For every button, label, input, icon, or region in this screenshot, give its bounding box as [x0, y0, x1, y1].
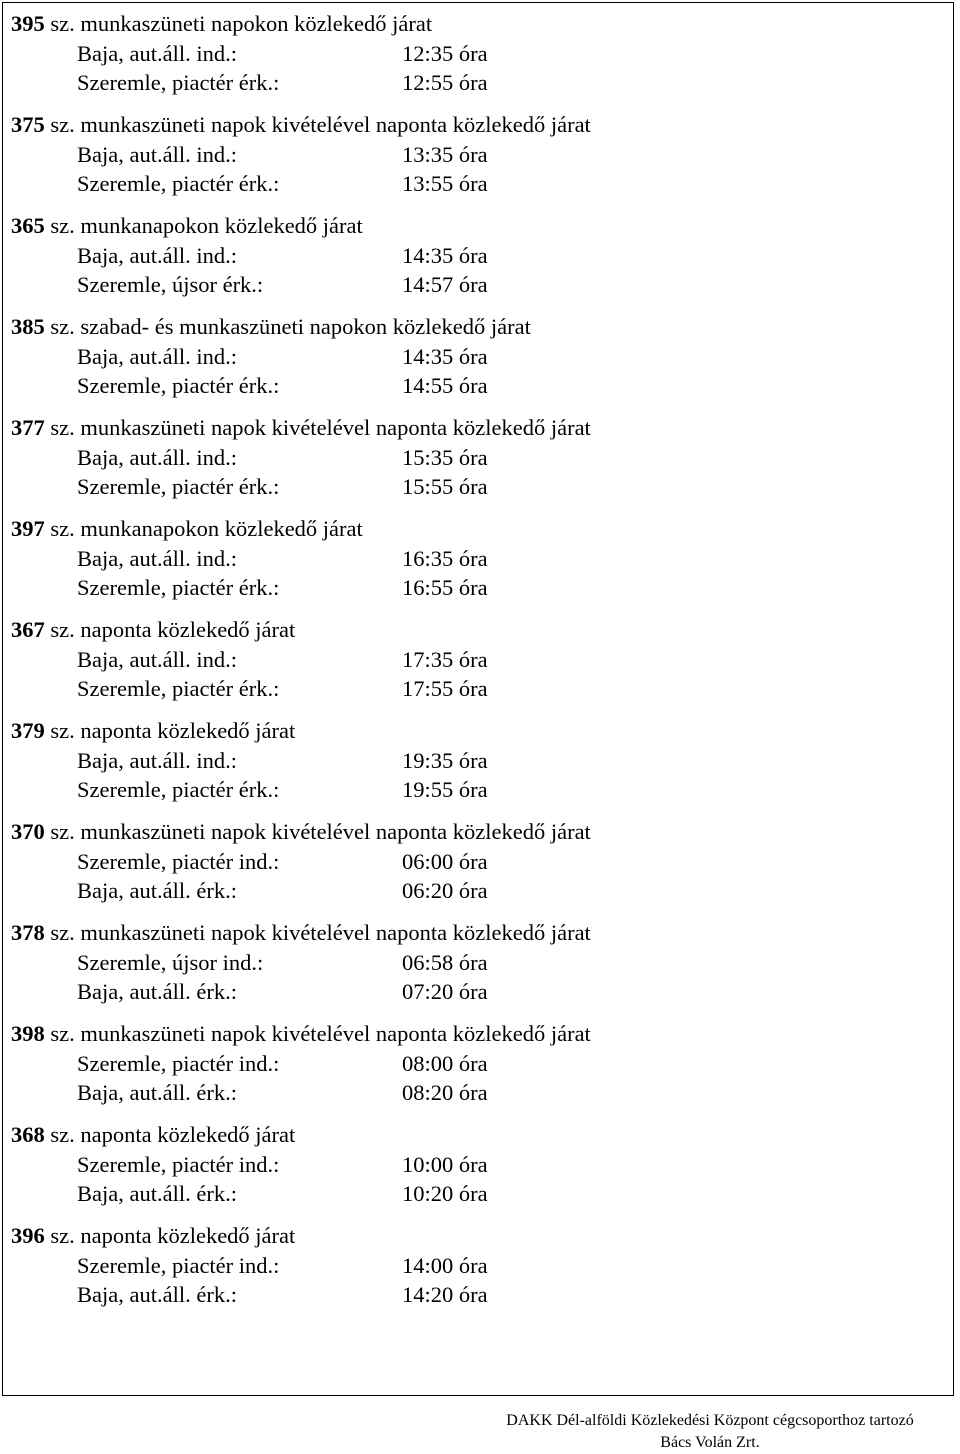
- stop-time: 15:35 óra: [402, 444, 488, 470]
- stop-time: 19:55 óra: [402, 777, 488, 802]
- stop-time: 19:35 óra: [402, 747, 488, 773]
- stop-name: Baja, aut.áll. ind.:: [77, 40, 237, 66]
- route-block: [11, 1120, 951, 1209]
- route-header: [11, 9, 951, 39]
- route-number: 379: [11, 718, 45, 743]
- footer: [470, 1410, 950, 1454]
- route-number: 396: [11, 1223, 45, 1248]
- stop-time: 17:55 óra: [402, 676, 488, 701]
- route-block: [11, 918, 951, 1007]
- stop-name: Szeremle, piactér érk.:: [77, 676, 280, 701]
- stop-time: 14:35 óra: [402, 343, 488, 369]
- route-header: [11, 1019, 951, 1049]
- stop-name: Baja, aut.áll. ind.:: [77, 545, 237, 571]
- stop-time: 14:35 óra: [402, 242, 488, 268]
- stop-row: [11, 746, 951, 776]
- stop-name: Szeremle, piactér érk.:: [77, 575, 280, 600]
- stop-row: [11, 573, 951, 603]
- stop-time: 06:00 óra: [402, 848, 488, 874]
- stop-name: Baja, aut.áll. ind.:: [77, 141, 237, 167]
- route-description: sz. naponta közlekedő járat: [44, 617, 296, 642]
- stop-time: 17:35 óra: [402, 646, 488, 672]
- route-description: sz. munkaszüneti napokon közlekedő járat: [44, 11, 433, 36]
- route-header: [11, 514, 951, 544]
- stop-time: 10:20 óra: [402, 1181, 488, 1206]
- stop-name: Szeremle, piactér ind.:: [77, 848, 280, 874]
- stop-time: 14:55 óra: [402, 373, 488, 398]
- stop-row: [11, 1078, 951, 1108]
- stop-row: [11, 342, 951, 372]
- route-block: [11, 716, 951, 805]
- stop-time: 06:58 óra: [402, 949, 488, 975]
- stop-time: 12:35 óra: [402, 40, 488, 66]
- footer-company-name: Bács Volán Zrt.: [660, 1434, 760, 1451]
- stop-time: 08:20 óra: [402, 1080, 488, 1105]
- stop-row: [11, 674, 951, 704]
- route-header: [11, 918, 951, 948]
- stop-name: Szeremle, piactér érk.:: [77, 70, 280, 95]
- route-header: [11, 110, 951, 140]
- stop-name: Baja, aut.áll. ind.:: [77, 242, 237, 268]
- stop-row: [11, 270, 951, 300]
- stop-row: [11, 1280, 951, 1310]
- stop-time: 06:20 óra: [402, 878, 488, 903]
- stop-time: 13:35 óra: [402, 141, 488, 167]
- route-header: [11, 312, 951, 342]
- route-header: [11, 1120, 951, 1150]
- route-description: sz. naponta közlekedő járat: [44, 718, 296, 743]
- stop-name: Szeremle, újsor ind.:: [77, 949, 264, 975]
- stop-row: [11, 1049, 951, 1079]
- stop-row: [11, 1150, 951, 1180]
- stop-time: 14:20 óra: [402, 1282, 488, 1307]
- stop-time: 14:57 óra: [402, 272, 488, 297]
- route-block: [11, 312, 951, 401]
- route-header: [11, 615, 951, 645]
- route-description: sz. szabad- és munkaszüneti napokon közlekedő járat: [44, 314, 531, 339]
- stop-time: 12:55 óra: [402, 70, 488, 95]
- route-number: 378: [11, 920, 45, 945]
- route-number: 370: [11, 819, 45, 844]
- stop-row: [11, 371, 951, 401]
- stop-time: 16:35 óra: [402, 545, 488, 571]
- stop-name: Baja, aut.áll. ind.:: [77, 343, 237, 369]
- stop-time: 14:00 óra: [402, 1252, 488, 1278]
- stop-row: [11, 140, 951, 170]
- stop-row: [11, 472, 951, 502]
- route-description: sz. munkaszüneti napok kivételével naponta közlekedő járat: [44, 415, 591, 440]
- route-number: 365: [11, 213, 45, 238]
- stop-row: [11, 1251, 951, 1281]
- stop-name: Szeremle, újsor érk.:: [77, 272, 264, 297]
- footer-company-line: DAKK Dél-alföldi Közlekedési Központ cégcsoporthoz tartozó: [506, 1412, 914, 1429]
- route-block: [11, 9, 951, 98]
- stop-name: Baja, aut.áll. érk.:: [77, 1080, 237, 1105]
- stop-row: [11, 443, 951, 473]
- route-description: sz. naponta közlekedő járat: [44, 1122, 296, 1147]
- stop-row: [11, 876, 951, 906]
- route-header: [11, 211, 951, 241]
- route-number: 367: [11, 617, 45, 642]
- stop-name: Baja, aut.áll. érk.:: [77, 1181, 237, 1206]
- route-block: [11, 1221, 951, 1310]
- route-description: sz. munkanapokon közlekedő járat: [44, 213, 363, 238]
- stop-name: Szeremle, piactér érk.:: [77, 171, 280, 196]
- route-block: [11, 615, 951, 704]
- route-number: 398: [11, 1021, 45, 1046]
- route-block: [11, 110, 951, 199]
- route-block: [11, 211, 951, 300]
- stop-name: Baja, aut.áll. ind.:: [77, 444, 237, 470]
- stop-name: Szeremle, piactér ind.:: [77, 1050, 280, 1076]
- route-header: [11, 413, 951, 443]
- route-description: sz. munkaszüneti napok kivételével naponta közlekedő járat: [44, 1021, 591, 1046]
- route-block: [11, 817, 951, 906]
- route-block: [11, 514, 951, 603]
- stop-row: [11, 948, 951, 978]
- route-description: sz. munkanapokon közlekedő járat: [44, 516, 363, 541]
- stop-name: Baja, aut.áll. érk.:: [77, 1282, 237, 1307]
- stop-name: Szeremle, piactér ind.:: [77, 1151, 280, 1177]
- stop-row: [11, 1179, 951, 1209]
- stop-time: 13:55 óra: [402, 171, 488, 196]
- route-list: [11, 9, 951, 1322]
- stop-name: Baja, aut.áll. ind.:: [77, 747, 237, 773]
- stop-time: 07:20 óra: [402, 979, 488, 1004]
- route-number: 395: [11, 11, 45, 36]
- stop-row: [11, 169, 951, 199]
- stop-row: [11, 544, 951, 574]
- route-number: 377: [11, 415, 45, 440]
- stop-time: 15:55 óra: [402, 474, 488, 499]
- route-description: sz. munkaszüneti napok kivételével naponta közlekedő járat: [44, 819, 591, 844]
- stop-time: 10:00 óra: [402, 1151, 488, 1177]
- stop-time: 16:55 óra: [402, 575, 488, 600]
- route-block: [11, 413, 951, 502]
- stop-name: Baja, aut.áll. érk.:: [77, 878, 237, 903]
- route-description: sz. munkaszüneti napok kivételével naponta közlekedő járat: [44, 112, 591, 137]
- stop-row: [11, 847, 951, 877]
- stop-name: Szeremle, piactér érk.:: [77, 373, 280, 398]
- stop-name: Szeremle, piactér érk.:: [77, 777, 280, 802]
- route-description: sz. naponta közlekedő járat: [44, 1223, 296, 1248]
- route-header: [11, 1221, 951, 1251]
- route-number: 375: [11, 112, 45, 137]
- stop-row: [11, 39, 951, 69]
- stop-row: [11, 775, 951, 805]
- route-header: [11, 716, 951, 746]
- timetable-frame: [2, 2, 954, 1396]
- stop-time: 08:00 óra: [402, 1050, 488, 1076]
- stop-row: [11, 241, 951, 271]
- stop-name: Baja, aut.áll. érk.:: [77, 979, 237, 1004]
- stop-row: [11, 68, 951, 98]
- route-block: [11, 1019, 951, 1108]
- stop-name: Szeremle, piactér ind.:: [77, 1252, 280, 1278]
- route-header: [11, 817, 951, 847]
- route-number: 385: [11, 314, 45, 339]
- stop-row: [11, 645, 951, 675]
- stop-row: [11, 977, 951, 1007]
- stop-name: Baja, aut.áll. ind.:: [77, 646, 237, 672]
- route-description: sz. munkaszüneti napok kivételével naponta közlekedő járat: [44, 920, 591, 945]
- stop-name: Szeremle, piactér érk.:: [77, 474, 280, 499]
- route-number: 397: [11, 516, 45, 541]
- route-number: 368: [11, 1122, 45, 1147]
